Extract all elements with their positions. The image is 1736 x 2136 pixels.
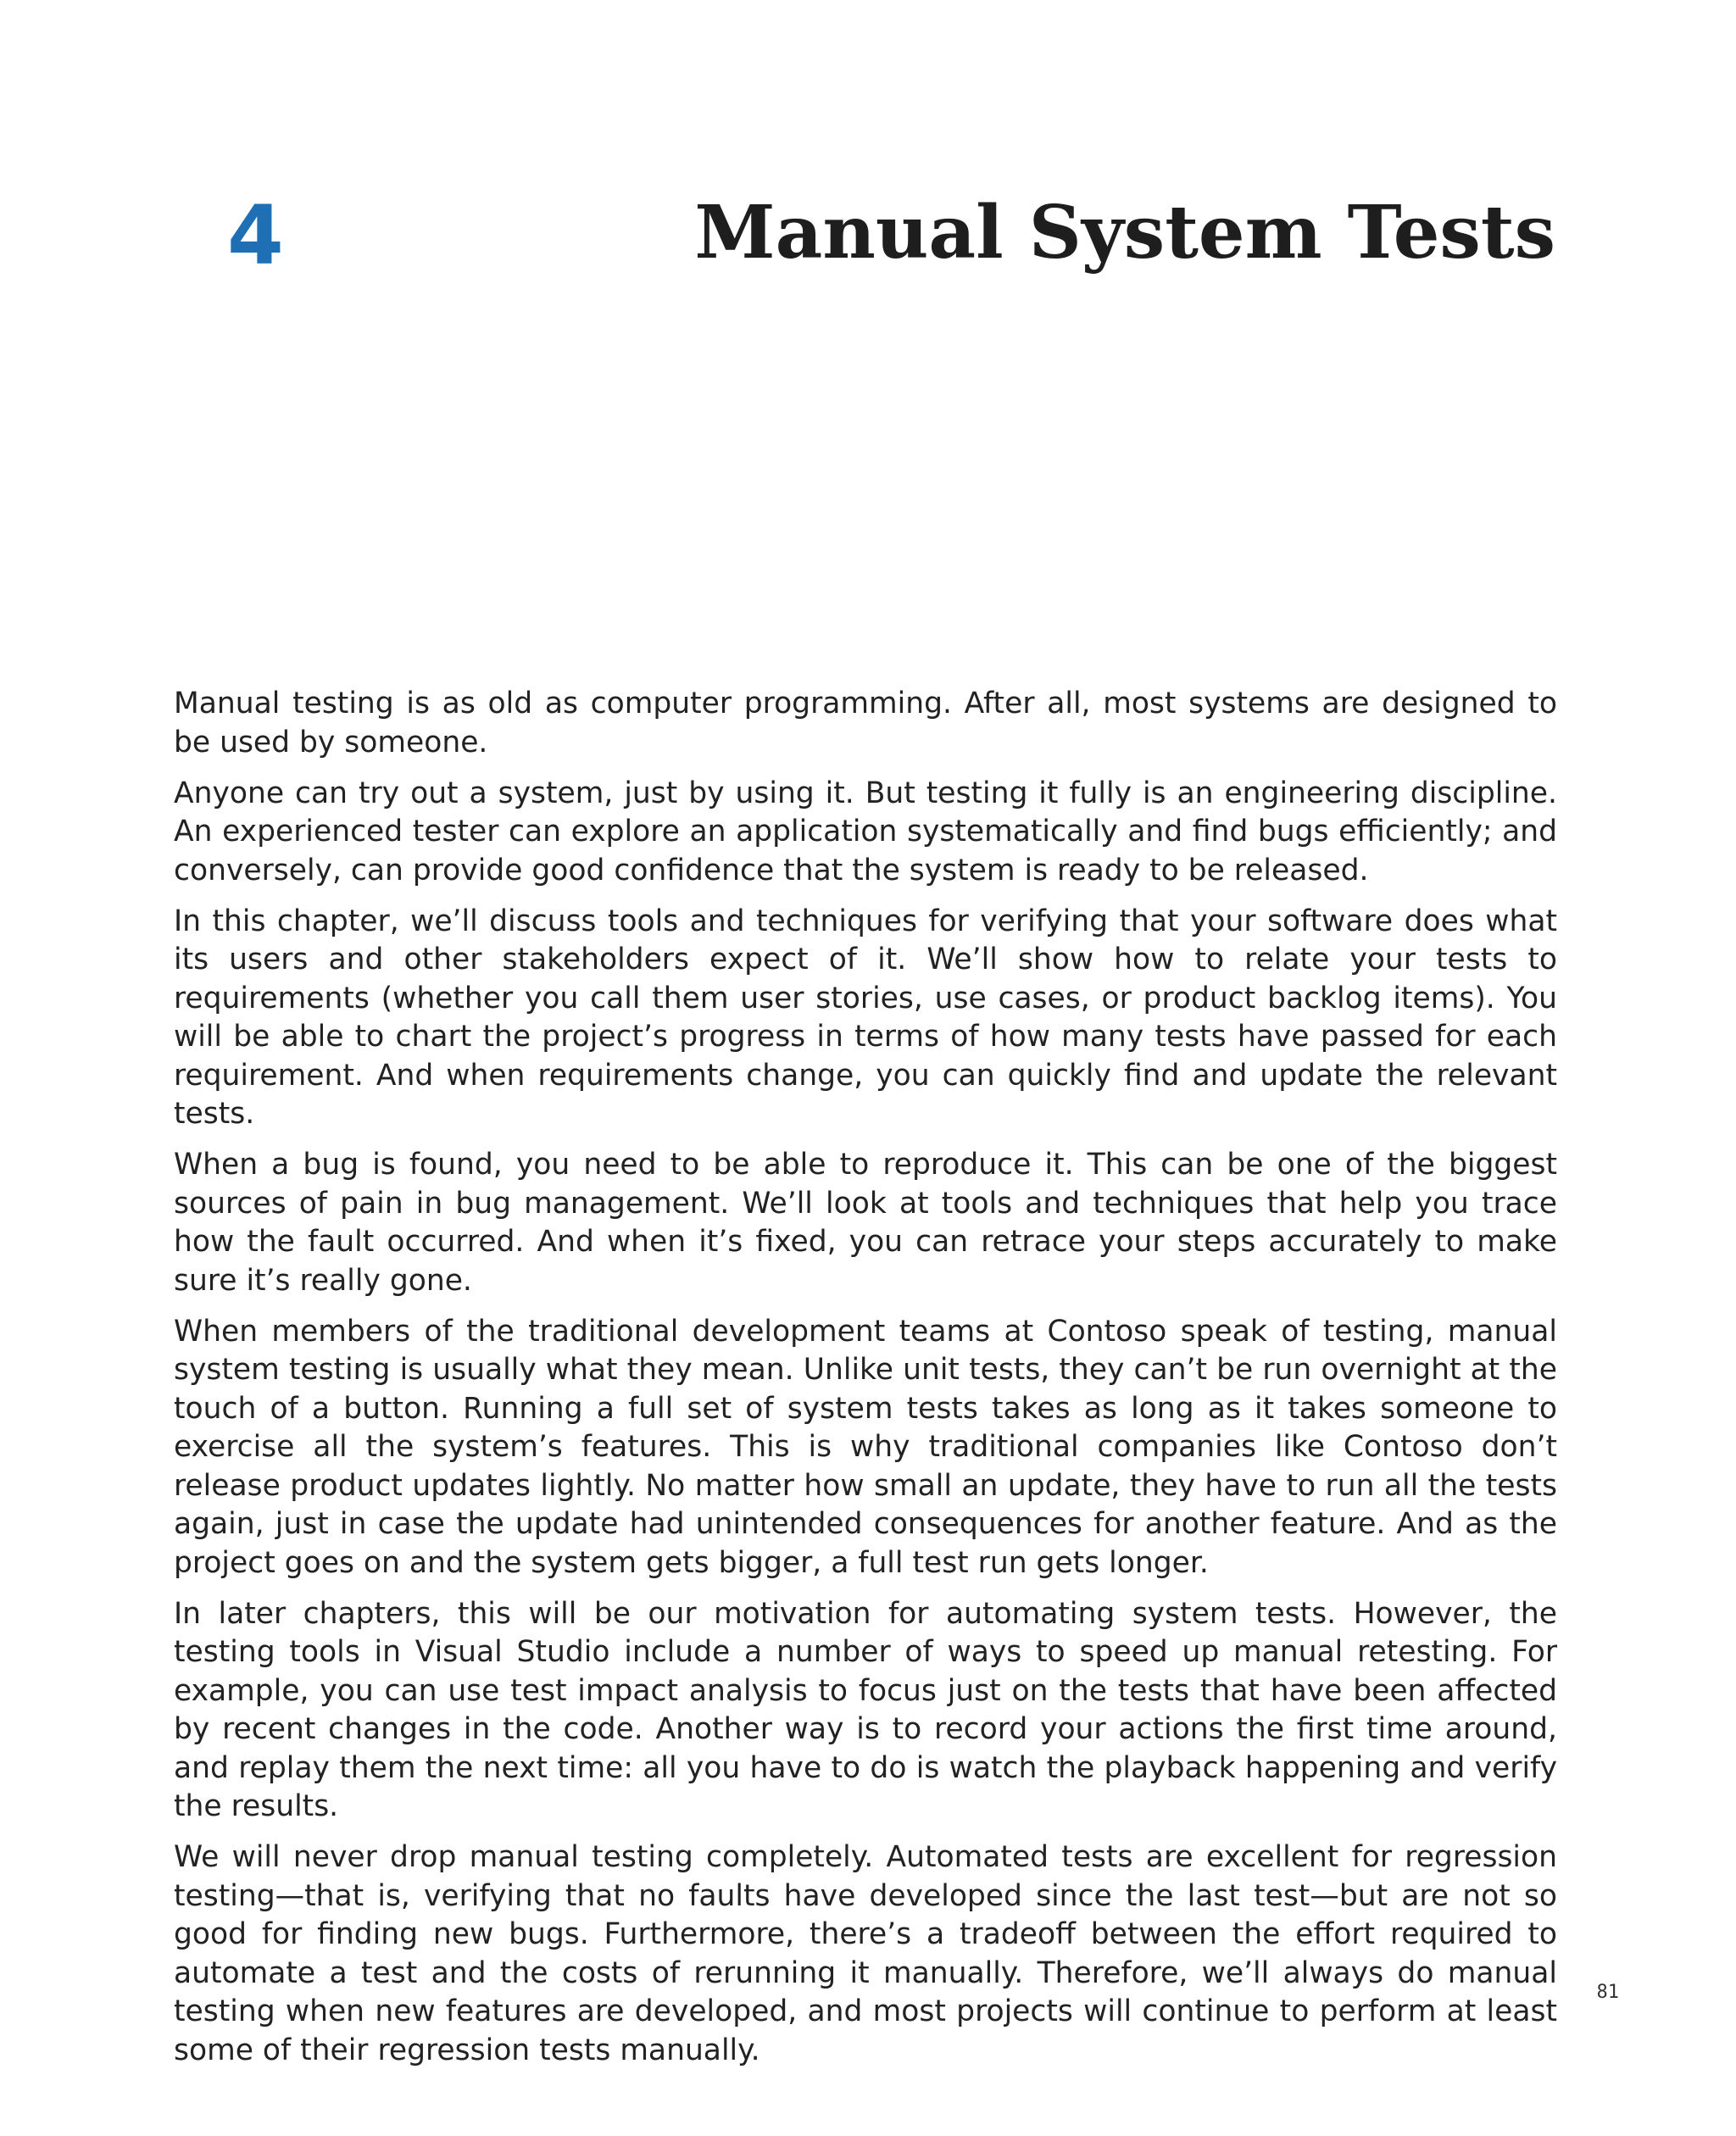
paragraph: In later chapters, this will be our motivation for automating system tests. However, the testing tools in Visual Studio include a number of ways to speed up manual retesting. For example, you can use test impact analysis to focus just on the tests that have been affected by recent changes in the code. Another way is to record your actions the first time around, and replay them the next time: all you have to do is watch the playback happening and verify the results. <box>174 1596 1557 1823</box>
chapter-number: 4 <box>227 188 284 283</box>
paragraph: In this chapter, we’ll discuss tools and techniques for verifying that your software does what its users and other stakeholders expect of it. We’ll show how to relate your tests to requirements (whether you call them user stories, use cases, or product backlog items). You will be able to chart the project’s progress in terms of how many tests have passed for each requirement. And when requirements change, you can quickly find and update the relevant tests. <box>174 904 1557 1131</box>
paragraph: Manual testing is as old as computer programming. After all, most systems are designed to be used by someone. <box>174 687 1557 759</box>
chapter-title: Manual System Tests <box>694 190 1555 275</box>
page-number: 81 <box>1596 1982 1619 2003</box>
paragraph: Anyone can try out a system, just by using it. But testing it fully is an engineering discipline. An experienced tester can explore an application systematically and find bugs efficiently; and conversely, can provide good confidence that the system is ready to be released. <box>174 776 1557 887</box>
paragraph: When members of the traditional development teams at Contoso speak of testing, manual system testing is usually what they mean. Unlike unit tests, they can’t be run overnight at the touch of a button. Running a full set of system tests takes as long as it takes someone to exercise all the system’s features. This is why traditional companies like Contoso don’t release product updates lightly. No matter how small an update, they have to run all the tests again, just in case the update had unintended consequences for another feature. And as the project goes on and the system gets bigger, a full test run gets longer. <box>174 1314 1557 1580</box>
paragraph: When a bug is found, you need to be able to reproduce it. This can be one of the biggest sources of pain in bug management. We’ll look at tools and techniques that help you trace how the fault occurred. And when it’s fixed, you can retrace your steps accurately to make sure it’s really gone. <box>174 1148 1557 1298</box>
paragraph: We will never drop manual testing completely. Automated tests are excellent for regression testing—that is, verifying that no faults have developed since the last test—but are not so good for finding new bugs. Furthermore, there’s a tradeoff between the effort required to automate a test and the costs of rerunning it manually. Therefore, we’ll always do manual testing when new features are developed, and most projects will continue to perform at least some of their regression tests manually. <box>174 1840 1557 2067</box>
chapter-body <box>174 685 1557 2083</box>
